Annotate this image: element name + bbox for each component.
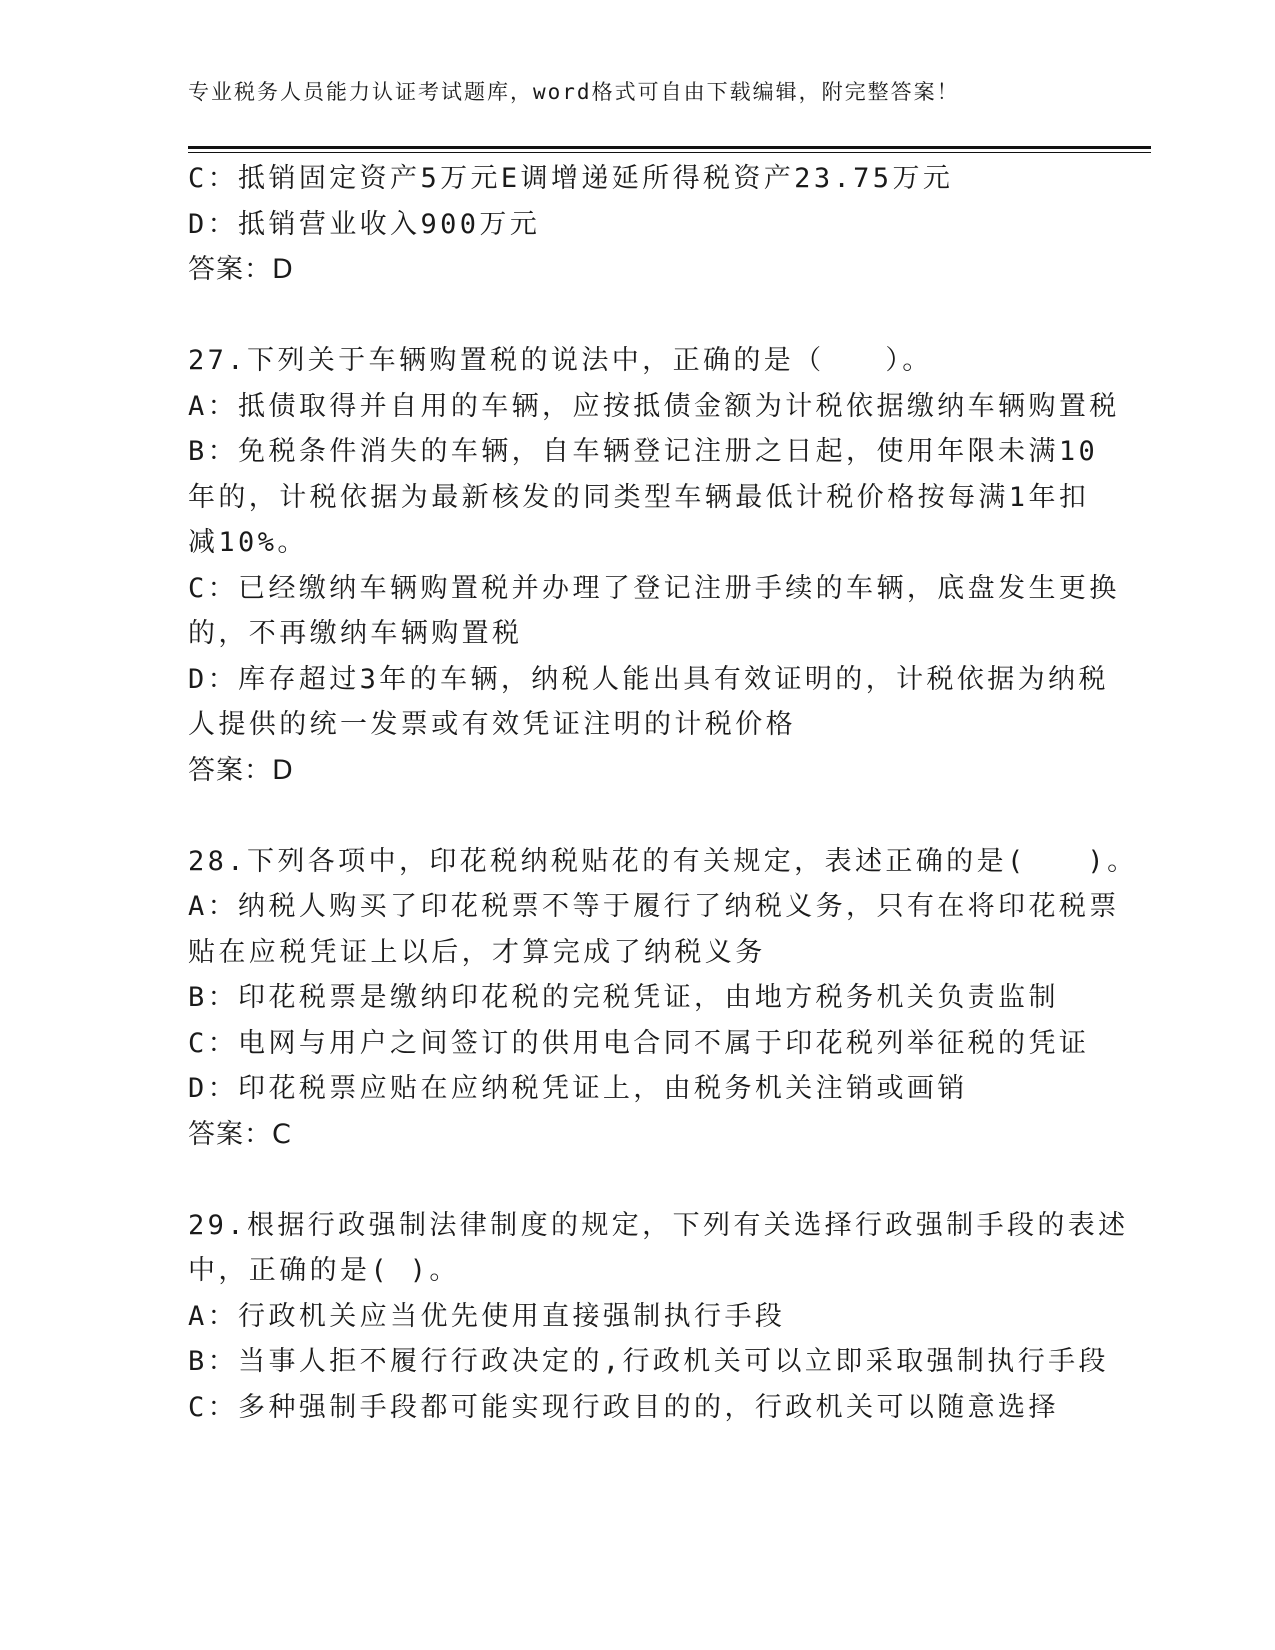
question-27 [188,338,1120,793]
question-stem: 28.下列各项中，印花税纳税贴花的有关规定，表述正确的是( )。 [188,845,1138,877]
option-d: D：印花税票应贴在应纳税凭证上，由税务机关注销或画销 [188,1073,968,1104]
question-28 [188,839,1138,1158]
answer: 答案：D [188,754,294,786]
option-c: C：已经缴纳车辆购置税并办理了登记注册手续的车辆，底盘发生更换 [188,572,1120,604]
spacer [188,1157,1088,1203]
option-c: C：多种强制手段都可能实现行政目的的，行政机关可以随意选择 [188,1391,1059,1423]
option-c: C：抵销固定资产5万元E调增递延所得税资产23.75万元 [188,163,954,194]
question-29 [188,1203,1129,1431]
question-stem: 29.根据行政强制法律制度的规定，下列有关选择行政强制手段的表述 [188,1209,1129,1241]
spacer [188,293,1088,339]
page-header: 专业税务人员能力认证考试题库，word格式可自由下载编辑，附完整答案！ [188,80,960,104]
option-d-cont: 人提供的统一发票或有效凭证注明的计税价格 [188,709,796,740]
option-b: B：免税条件消失的车辆，自车辆登记注册之日起，使用年限未满10 [188,436,1099,467]
option-c: C：电网与用户之间签订的供用电合同不属于印花税列举征税的凭证 [188,1027,1090,1059]
option-d: D：抵销营业收入900万元 [188,208,541,240]
header-divider-thin [188,152,1151,153]
question-26-continued [188,156,1088,293]
header-divider [188,146,1151,149]
document-body [188,156,1138,1430]
option-a-cont: 贴在应税凭证上以后，才算完成了纳税义务 [188,936,766,968]
option-b: B：当事人拒不履行行政决定的,行政机关可以立即采取强制执行手段 [188,1346,1109,1377]
option-a: A：行政机关应当优先使用直接强制执行手段 [188,1300,786,1332]
option-a: A：纳税人购买了印花税票不等于履行了纳税义务，只有在将印花税票 [188,891,1120,922]
spacer [188,793,1088,839]
option-d: D：库存超过3年的车辆，纳税人能出具有效证明的，计税依据为纳税 [188,663,1109,695]
option-b-cont: 减10%。 [188,527,308,558]
option-b-cont: 年的，计税依据为最新核发的同类型车辆最低计税价格按每满1年扣 [188,481,1090,513]
question-stem: 27.下列关于车辆购置税的说法中，正确的是（ ）。 [188,345,933,376]
option-b: B：印花税票是缴纳印花税的完税凭证，由地方税务机关负责监制 [188,982,1059,1013]
answer: 答案：D [188,254,294,285]
question-stem-cont: 中，正确的是( )。 [188,1255,460,1286]
option-c-cont: 的，不再缴纳车辆购置税 [188,618,523,649]
option-a: A：抵债取得并自用的车辆，应按抵债金额为计税依据缴纳车辆购置税 [188,390,1120,422]
answer: 答案：C [188,1118,292,1150]
